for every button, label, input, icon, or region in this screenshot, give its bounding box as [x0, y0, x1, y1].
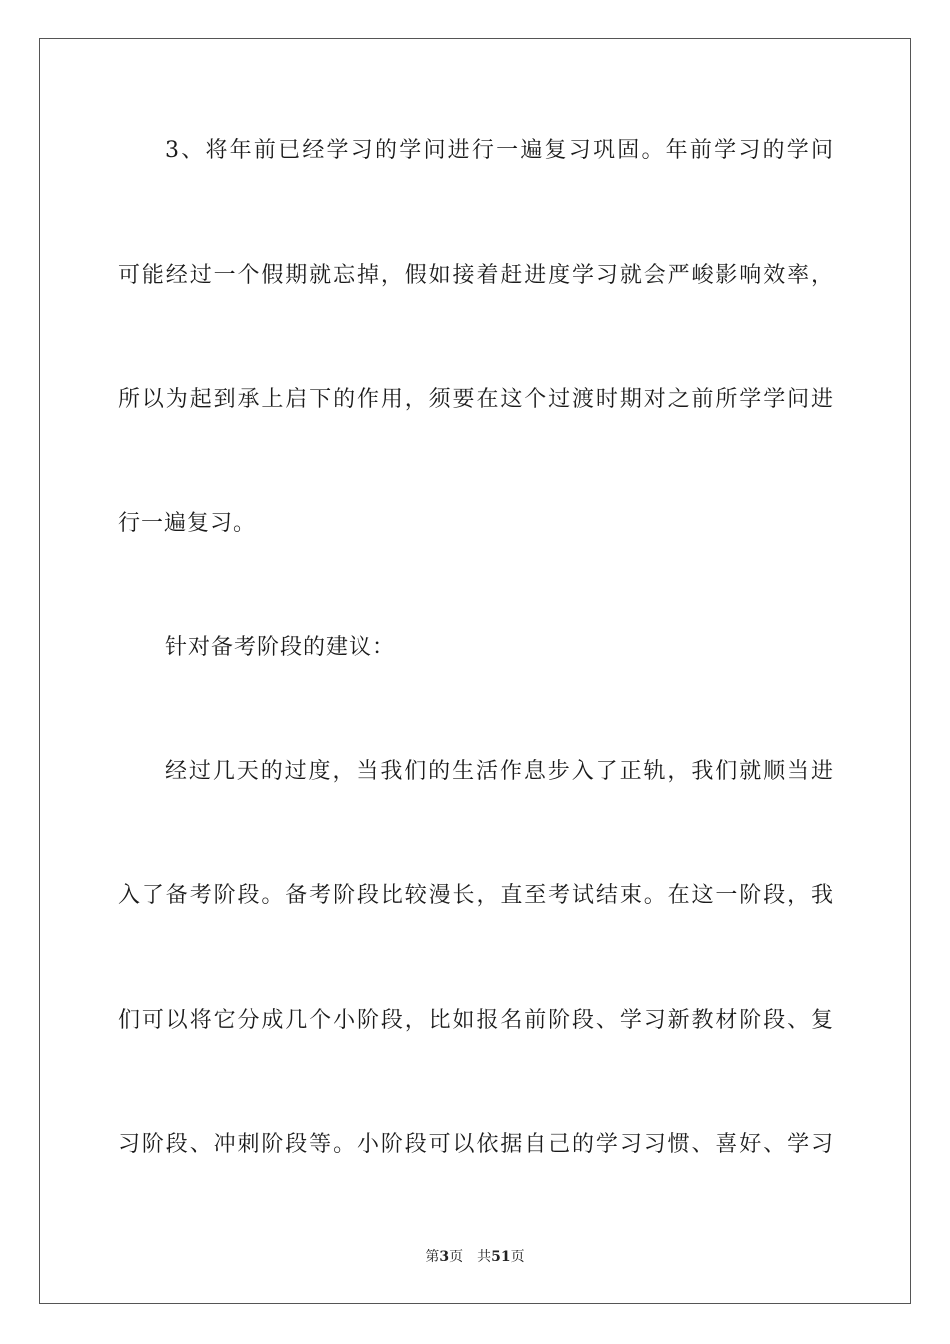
footer-total-suffix: 页 — [510, 1249, 525, 1265]
text-line-3: 所以为起到承上启下的作用，须要在这个过渡时期对之前所学学问进 — [118, 387, 834, 412]
page-footer — [0, 1248, 950, 1266]
footer-page-suffix: 页 — [449, 1249, 464, 1265]
text-line-8: 们可以将它分成几个小阶段，比如报名前阶段、学习新教材阶段、复 — [118, 1008, 834, 1033]
text-line-6: 经过几天的过度，当我们的生活作息步入了正轨，我们就顺当进 — [165, 759, 834, 784]
text-line-2: 可能经过一个假期就忘掉，假如接着赶进度学习就会严峻影响效率， — [118, 263, 834, 288]
footer-page-number: 3 — [439, 1249, 450, 1265]
text-line-1: 3、将年前已经学习的学问进行一遍复习巩固。年前学习的学问 — [165, 138, 834, 163]
footer-total-pages: 51 — [491, 1249, 511, 1265]
section-heading: 针对备考阶段的建议： — [165, 635, 396, 660]
footer-page-prefix: 第 — [425, 1249, 440, 1265]
footer-total-prefix: 共 — [477, 1249, 492, 1265]
text-line-4: 行一遍复习。 — [118, 511, 257, 536]
page-border — [39, 38, 911, 1304]
text-line-9: 习阶段、冲刺阶段等。小阶段可以依据自己的学习习惯、喜好、学习 — [118, 1132, 834, 1157]
text-line-7: 入了备考阶段。备考阶段比较漫长，直至考试结束。在这一阶段，我 — [118, 883, 834, 908]
